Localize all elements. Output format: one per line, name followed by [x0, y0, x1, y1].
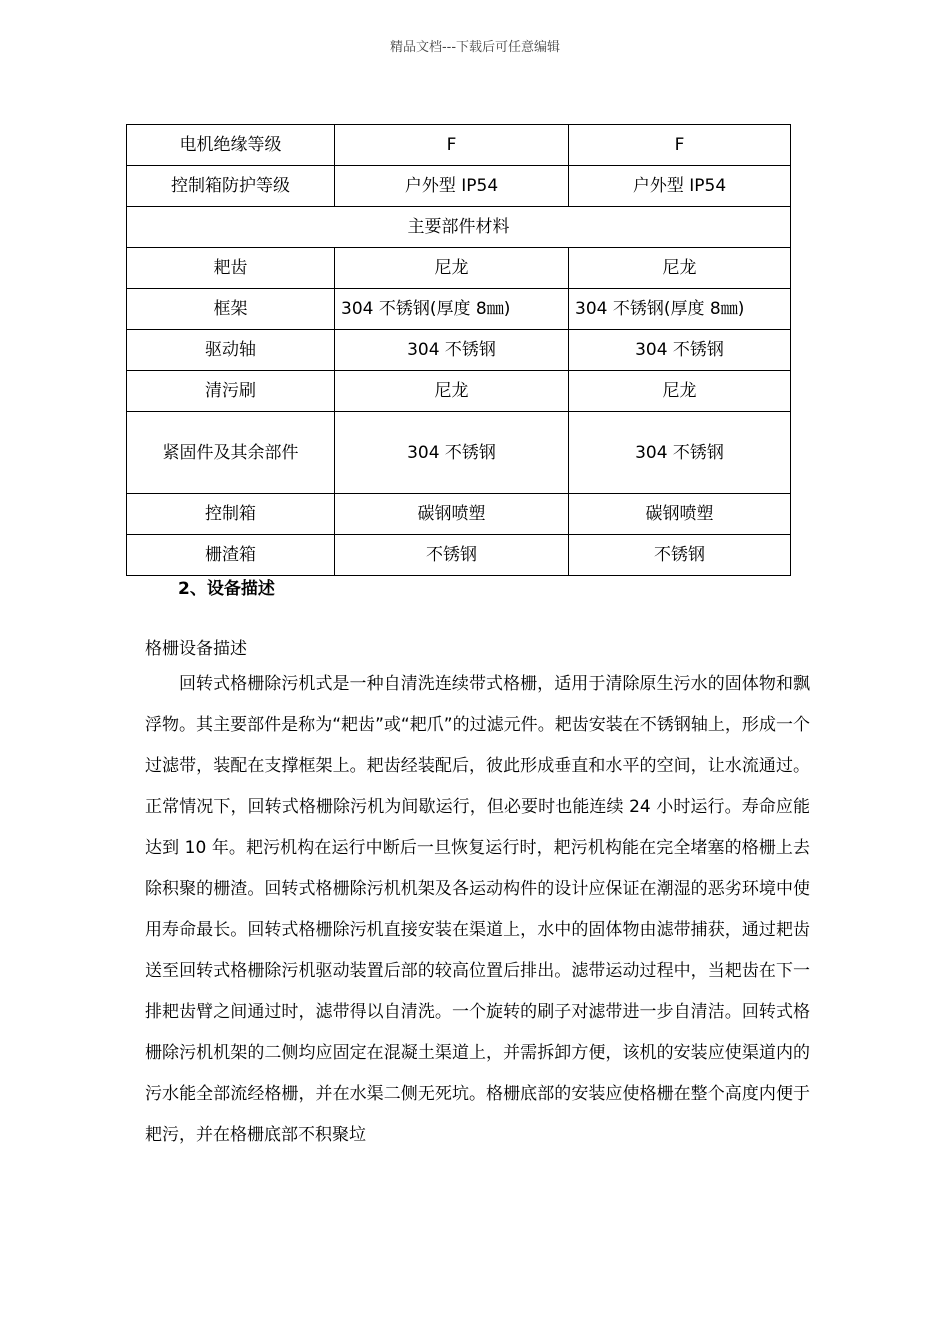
body-paragraph: 回转式格栅除污机式是一种自清洗连续带式格栅，适用于清除原生污水的固体物和飘浮物。其主要部件是称为“耙齿”或“耙爪”的过滤元件。耙齿安装在不锈钢轴上，形成一个过滤带，装配在支撑框架上。耙齿经装配后，彼此形成垂直和水平的空间，让水流通过。正常情况下，回转式格栅除污机为间歇运行，但必要时也能连续 24 小时运行。寿命应能达到 10 年。耙污机构在运行中断后一旦恢复运行时，耙污机构能在完全堵塞的格栅上去除积聚的栅渣。回转式格栅除污机机架及各运动构件的设计应保证在潮湿的恶劣环境中使用寿命最长。回转式格栅除污机直接安装在渠道上，水中的固体物由滤带捕获，通过耙齿送至回转式格栅除污机驱动装置后部的较高位置后排出。滤带运动过程中，当耙齿在下一排耙齿臂之间通过时，滤带得以自清洗。一个旋转的刷子对滤带进一步自清洁。回转式格栅除污机机架的二侧均应固定在混凝土渠道上，并需拆卸方便，该机的安装应使渠道内的污水能全部流经格栅，并在水渠二侧无死坑。格栅底部的安装应使格栅在整个高度内便于耙污，并在格栅底部不积聚垃 [145, 674, 810, 1145]
table-section-row [127, 207, 791, 248]
table-cell-value: 户外型 IP54 [569, 166, 791, 207]
table-cell-value: 304 不锈钢 [569, 330, 791, 371]
table-row [127, 289, 791, 330]
table-cell-value: 304 不锈钢 [569, 412, 791, 494]
table-cell-value: F [569, 125, 791, 166]
table-cell-label: 清污刷 [127, 371, 335, 412]
table-row [127, 412, 791, 494]
table-cell-value: 不锈钢 [569, 535, 791, 576]
table-cell-label: 控制箱 [127, 494, 335, 535]
table-row [127, 330, 791, 371]
table-cell-label: 紧固件及其余部件 [127, 412, 335, 494]
table-cell-value: 304 不锈钢(厚度 8㎜) [569, 289, 791, 330]
table-cell-value: F [335, 125, 569, 166]
table-cell-label: 耙齿 [127, 248, 335, 289]
table-cell-value: 尼龙 [335, 371, 569, 412]
table-cell-value: 尼龙 [569, 371, 791, 412]
table-cell-value: 碳钢喷塑 [569, 494, 791, 535]
table-cell-value: 尼龙 [569, 248, 791, 289]
table-cell-value: 碳钢喷塑 [335, 494, 569, 535]
table-cell-value: 304 不锈钢 [335, 330, 569, 371]
table-row [127, 166, 791, 207]
table-row [127, 494, 791, 535]
spec-table [126, 124, 791, 576]
sub-title: 格栅设备描述 [145, 639, 247, 659]
table-cell-label: 栅渣箱 [127, 535, 335, 576]
table-row [127, 125, 791, 166]
table-cell-value: 不锈钢 [335, 535, 569, 576]
table-cell-label: 控制箱防护等级 [127, 166, 335, 207]
table-row [127, 371, 791, 412]
table-cell-label: 驱动轴 [127, 330, 335, 371]
table-cell-value: 户外型 IP54 [335, 166, 569, 207]
table-section-header: 主要部件材料 [127, 207, 791, 248]
table-cell-label: 电机绝缘等级 [127, 125, 335, 166]
table-row [127, 248, 791, 289]
table-cell-label: 框架 [127, 289, 335, 330]
section-title: 2、设备描述 [178, 579, 275, 599]
page-header: 精品文档---下载后可任意编辑 [389, 40, 561, 55]
table-row [127, 535, 791, 576]
table-cell-value: 304 不锈钢 [335, 412, 569, 494]
table-cell-value: 尼龙 [335, 248, 569, 289]
table-cell-value: 304 不锈钢(厚度 8㎜) [335, 289, 569, 330]
